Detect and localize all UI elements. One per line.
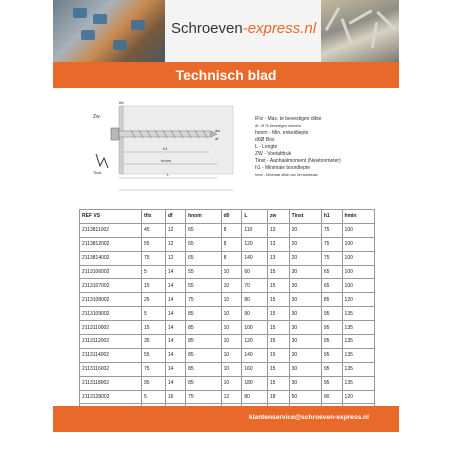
column-header: L [242, 210, 268, 224]
table-cell: 95 [321, 362, 342, 376]
table-cell: 20 [289, 223, 321, 237]
table-row [80, 279, 375, 293]
table-cell: 2113116002 [80, 362, 142, 376]
table-cell: 2113118002 [80, 376, 142, 390]
legend-item: L - Lengte [255, 144, 278, 150]
table-cell: 30 [289, 321, 321, 335]
footer-bar [53, 406, 399, 432]
table-cell: 2113128002 [80, 390, 142, 404]
table-cell: 15 [141, 321, 165, 335]
table-cell: 55 [186, 279, 222, 293]
table-cell: 25 [141, 293, 165, 307]
table-cell: 100 [342, 279, 374, 293]
table-cell: 95 [321, 335, 342, 349]
table-cell: 55 [141, 348, 165, 362]
table-cell: 5 [141, 307, 165, 321]
table-cell: 2113812002 [80, 237, 142, 251]
table-cell: 2113108002 [80, 293, 142, 307]
table-cell: 10 [221, 307, 242, 321]
table-cell: 14 [165, 265, 185, 279]
table-cell: 2113110002 [80, 321, 142, 335]
photo-detail [376, 11, 397, 32]
table-cell: 13 [267, 251, 289, 265]
table-cell: 120 [342, 293, 374, 307]
table-cell: 90 [321, 390, 342, 404]
table-cell: 75 [321, 251, 342, 265]
table-cell: 15 [267, 293, 289, 307]
table-cell: 2113814002 [80, 251, 142, 265]
table-cell: 85 [186, 348, 222, 362]
table-row [80, 293, 375, 307]
table-cell: 85 [186, 376, 222, 390]
parameter-legend [255, 116, 395, 179]
table-cell: 15 [267, 335, 289, 349]
column-header: h1 [321, 210, 342, 224]
column-header: zw [267, 210, 289, 224]
photo-detail [371, 22, 378, 48]
table-cell: 65 [321, 279, 342, 293]
table-cell: 10 [221, 321, 242, 335]
table-row [80, 390, 375, 404]
table-row [80, 223, 375, 237]
photo-detail [131, 20, 145, 30]
table-cell: 65 [186, 223, 222, 237]
table-cell: 35 [141, 335, 165, 349]
table-cell: 100 [342, 237, 374, 251]
table-cell: 110 [242, 223, 268, 237]
table-cell: 135 [342, 348, 374, 362]
column-header: d0 [221, 210, 242, 224]
table-cell: 30 [289, 362, 321, 376]
table-cell: 100 [342, 223, 374, 237]
table-cell: 8 [221, 223, 242, 237]
legend-item: hmin - Minimale dikte van het substraat [255, 173, 318, 177]
table-cell: 10 [221, 348, 242, 362]
table-row [80, 376, 375, 390]
table-cell: 5 [141, 390, 165, 404]
table-cell: 10 [221, 293, 242, 307]
fixture-plate [119, 106, 123, 174]
table-cell: 75 [141, 251, 165, 265]
table-cell: 75 [321, 237, 342, 251]
table-cell: 120 [242, 237, 268, 251]
table-cell: 85 [186, 307, 222, 321]
table-cell: 15 [267, 362, 289, 376]
table-header-row [80, 210, 375, 224]
table-cell: 8 [221, 237, 242, 251]
table-cell: 15 [141, 279, 165, 293]
table-cell: 135 [342, 307, 374, 321]
legend-item: df - Ø Te bevestigen element [255, 124, 301, 128]
header [53, 0, 399, 62]
table-cell: 30 [289, 265, 321, 279]
logo-main-text: Schroeven [171, 20, 243, 37]
table-cell: 14 [165, 293, 185, 307]
table-row [80, 321, 375, 335]
table-cell: 2113106002 [80, 265, 142, 279]
label-l: L [167, 172, 170, 177]
table-cell: 65 [186, 237, 222, 251]
table-cell: 15 [267, 279, 289, 293]
table-cell: 14 [165, 376, 185, 390]
contact-email: klantenservice@schroeven-express.nl [248, 414, 369, 421]
legend-item: d0Ø Bos [255, 137, 275, 143]
header-photo-tools [53, 0, 165, 62]
specification-table [79, 209, 375, 432]
table-cell: 2113114002 [80, 348, 142, 362]
column-header: hmin [342, 210, 374, 224]
table-cell: 75 [321, 223, 342, 237]
table-cell: 2113811002 [80, 223, 142, 237]
column-header: df [165, 210, 185, 224]
legend-item: Tinst - Aanhaalmoment (Newtonmeter) [255, 158, 341, 164]
label-h1: h1 [163, 146, 168, 151]
table-cell: 45 [141, 223, 165, 237]
table-cell: 80 [242, 390, 268, 404]
company-logo [171, 20, 316, 37]
table-cell: 30 [289, 307, 321, 321]
label-dw: dw [215, 128, 221, 133]
table-cell: 30 [289, 348, 321, 362]
table-cell: 75 [186, 390, 222, 404]
page-title: Technisch blad [175, 67, 277, 83]
table-cell: 14 [165, 335, 185, 349]
table-cell: 55 [186, 265, 222, 279]
table-cell: 60 [242, 265, 268, 279]
table-cell: 10 [221, 279, 242, 293]
table-cell: 12 [165, 237, 185, 251]
table-cell: 15 [267, 376, 289, 390]
legend-item: ZW - Voetafdruk [255, 151, 292, 157]
table-cell: 65 [186, 251, 222, 265]
table-cell: 14 [165, 348, 185, 362]
table-row [80, 335, 375, 349]
table-cell: 2113109002 [80, 307, 142, 321]
table-cell: 10 [221, 362, 242, 376]
table-cell: 70 [242, 279, 268, 293]
header-photo-screws [321, 0, 399, 62]
table-cell: 95 [321, 321, 342, 335]
legend-item: tFix - Max. te bevestigen dikte [255, 116, 322, 122]
photo-detail [81, 30, 95, 40]
table-cell: 10 [221, 335, 242, 349]
table-cell: 95 [141, 376, 165, 390]
table-cell: 90 [242, 307, 268, 321]
label-tinst: Tinst [93, 170, 102, 175]
table-cell: 8 [221, 251, 242, 265]
table-cell: 13 [267, 237, 289, 251]
table-cell: 20 [289, 237, 321, 251]
label-zw: Zw [93, 114, 100, 120]
table-cell: 30 [289, 293, 321, 307]
table-body [80, 223, 375, 431]
table-cell: 20 [289, 251, 321, 265]
table-row [80, 251, 375, 265]
table-cell: 95 [321, 376, 342, 390]
table-cell: 95 [321, 307, 342, 321]
photo-detail [73, 8, 87, 18]
table-cell: 80 [242, 293, 268, 307]
table-cell: 30 [289, 279, 321, 293]
label-tfix: tfix [119, 100, 125, 105]
photo-detail [93, 14, 107, 24]
table-cell: 135 [342, 376, 374, 390]
table-cell: 2113112002 [80, 335, 142, 349]
table-cell: 16 [165, 390, 185, 404]
table-row [80, 362, 375, 376]
table-cell: 100 [342, 251, 374, 265]
table-cell: 85 [321, 293, 342, 307]
table-cell: 135 [342, 362, 374, 376]
table-cell: 12 [221, 390, 242, 404]
table-row [80, 265, 375, 279]
table-cell: 2113107002 [80, 279, 142, 293]
table-cell: 15 [267, 348, 289, 362]
table-cell: 180 [242, 376, 268, 390]
table-cell: 14 [165, 279, 185, 293]
column-header: Tinst [289, 210, 321, 224]
table-cell: 12 [165, 251, 185, 265]
screw-head [111, 128, 119, 140]
table-cell: 14 [165, 307, 185, 321]
table-cell: 160 [242, 362, 268, 376]
table-row [80, 237, 375, 251]
logo-domain-text: -express.nl [242, 20, 317, 37]
table-cell: 75 [141, 362, 165, 376]
column-header: REF VS [80, 210, 142, 224]
table-cell: 85 [186, 335, 222, 349]
table-cell: 120 [342, 390, 374, 404]
label-df: df [215, 136, 219, 141]
table-cell: 55 [141, 237, 165, 251]
table-cell: 30 [289, 376, 321, 390]
table-cell: 13 [267, 223, 289, 237]
table-cell: 14 [165, 362, 185, 376]
column-header: hnom [186, 210, 222, 224]
table-cell: 10 [221, 265, 242, 279]
table-cell: 14 [165, 321, 185, 335]
table-cell: 95 [321, 348, 342, 362]
column-header: tfix [141, 210, 165, 224]
table-cell: 18 [267, 390, 289, 404]
table-cell: 65 [321, 265, 342, 279]
photo-detail [113, 40, 127, 50]
photo-detail [348, 9, 372, 25]
table-cell: 12 [165, 223, 185, 237]
table-cell: 140 [242, 251, 268, 265]
screw-anchor-diagram [91, 94, 241, 204]
table-cell: 15 [267, 307, 289, 321]
table-cell: 100 [242, 321, 268, 335]
table-cell: 135 [342, 335, 374, 349]
table-row [80, 348, 375, 362]
legend-item: h1 - Minimale boordiepte [255, 165, 311, 171]
table-cell: 15 [267, 321, 289, 335]
table-row [80, 307, 375, 321]
datasheet-page [53, 0, 399, 452]
table-cell: 5 [141, 265, 165, 279]
table-cell: 75 [186, 293, 222, 307]
table-cell: 50 [289, 390, 321, 404]
title-bar [53, 62, 399, 88]
photo-detail [325, 7, 341, 31]
table-cell: 30 [289, 335, 321, 349]
legend-item: hnom - Min. enkeldiepte [255, 130, 309, 136]
table-cell: 85 [186, 321, 222, 335]
table-cell: 15 [267, 265, 289, 279]
table-cell: 10 [221, 376, 242, 390]
table-cell: 135 [342, 321, 374, 335]
table-cell: 85 [186, 362, 222, 376]
torque-icon [96, 154, 108, 168]
table-cell: 140 [242, 348, 268, 362]
table-cell: 100 [342, 265, 374, 279]
label-hnom: hnom [161, 158, 172, 163]
table-cell: 120 [242, 335, 268, 349]
